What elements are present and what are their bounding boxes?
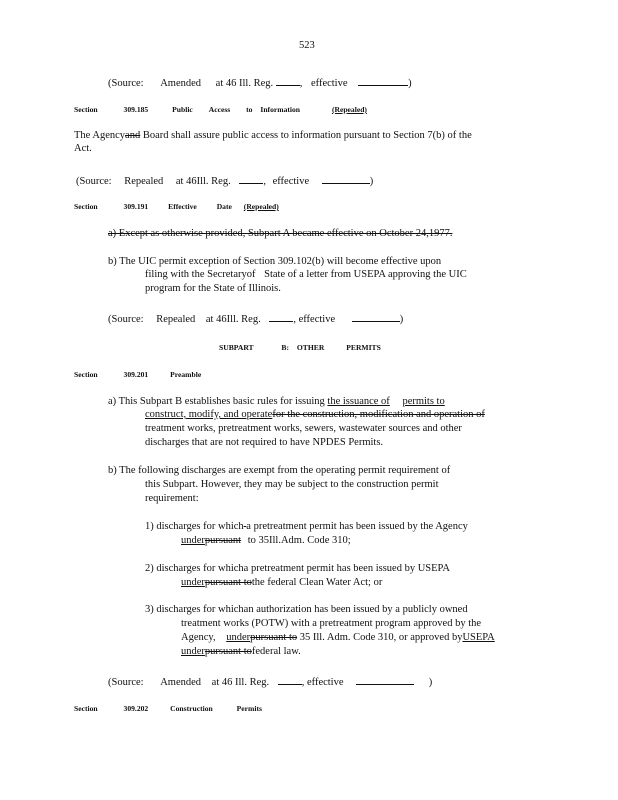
- paragraph-line: a) This Subpart B establishes basic rules for issuing the issuance of permits to: [108, 396, 445, 407]
- list-item: underpursuant tothe federal Clean Water Act; or: [181, 577, 383, 588]
- section-heading: Section 309.202 Construction Permits: [74, 704, 262, 713]
- source-note: (Source: Repealed at 46Ill. Reg. , effective ): [76, 173, 373, 188]
- subpart-heading: SUBPART B: OTHER PERMITS: [219, 343, 381, 352]
- paragraph-line: filing with the Secretaryof State of a letter from USEPA approving the UIC: [145, 269, 467, 280]
- list-item: 1) discharges for which a pretreatment permit has been issued by the Agency: [145, 521, 468, 532]
- paragraph-line: a) Except as otherwise provided, Subpart A became effective on October 24,1977.: [108, 228, 453, 239]
- paragraph-line: construct, modify, and operatefor the construction, modification and operation of: [145, 409, 485, 420]
- paragraph-line: The Agencyand Board shall assure public access to information pursuant to Section 7(b) of the: [74, 130, 472, 141]
- list-item: treatment works (POTW) with a pretreatment program approved by the: [181, 618, 482, 629]
- section-heading: Section 309.201 Preamble: [74, 370, 202, 379]
- source-note: (Source: Repealed at 46Ill. Reg. , effective ): [108, 311, 403, 326]
- paragraph-line: b) The UIC permit exception of Section 309.102(b) will become effective upon: [108, 256, 442, 267]
- paragraph-line: program for the State of Illinois.: [145, 283, 281, 294]
- paragraph-line: b) The following discharges are exempt from the operating permit requirement of: [108, 465, 451, 476]
- list-item: underpursuant to 35Ill.Adm. Code 310;: [181, 535, 351, 546]
- source-note: (Source: Amended at 46 Ill. Reg. , effective ): [108, 674, 432, 689]
- section-heading: Section 309.191 Effective Date (Repealed): [74, 202, 279, 211]
- paragraph-line: requirement:: [145, 493, 199, 504]
- paragraph-line: Act.: [74, 143, 92, 154]
- source-note: (Source: Amended at 46 Ill. Reg. , effective ): [108, 75, 412, 90]
- list-item: 3) discharges for whichan authorization has been issued by a publicly owned: [145, 604, 468, 615]
- paragraph-line: this Subpart. However, they may be subject to the construction permit: [145, 479, 439, 490]
- paragraph-line: treatment works, pretreatment works, sewers, wastewater sources and other: [145, 423, 462, 434]
- paragraph-line: discharges that are not required to have NPDES Permits.: [145, 437, 384, 448]
- page-number: 523: [299, 40, 315, 51]
- list-item: Agency, underpursuant to 35 Ill. Adm. Code 310, or approved byUSEPA: [181, 632, 495, 643]
- list-item: 2) discharges for whicha pretreatment permit has been issued by USEPA: [145, 563, 451, 574]
- list-item: underpursuant tofederal law.: [181, 646, 301, 657]
- section-heading: Section 309.185 Public Access to Information (Repealed): [74, 105, 367, 114]
